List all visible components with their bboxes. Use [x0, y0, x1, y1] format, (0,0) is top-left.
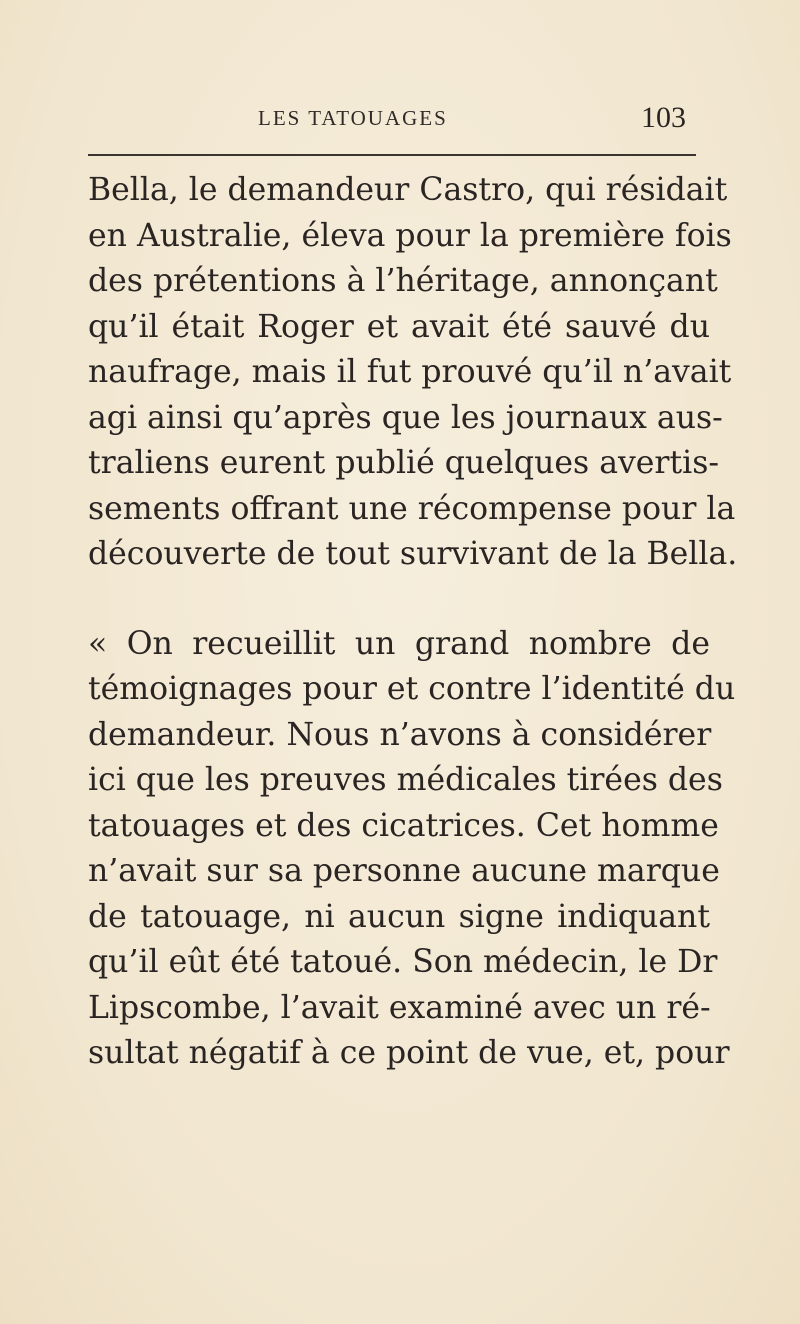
- text-line: Lipscombe, l’avait examiné avec un ré-: [88, 989, 711, 1026]
- running-head: [88, 98, 710, 138]
- text-line: naufrage, mais il fut prouvé qu’il n’avait: [88, 354, 732, 390]
- text-line: ici que les preuves médicales tirées des: [88, 762, 723, 798]
- text-line: demandeur. Nous n’avons à considérer: [88, 716, 712, 753]
- header-rule: [88, 154, 696, 156]
- text-line: Bella, le demandeur Castro, qui résidait: [88, 172, 728, 208]
- text-line: qu’il était Roger et avait été sauvé du: [88, 308, 710, 345]
- page-number: 103: [641, 101, 686, 134]
- text-line: témoignages pour et contre l’identité du: [88, 671, 736, 707]
- paragraph-gap: [88, 578, 710, 622]
- text-line: tatouages et des cicatrices. Cet homme: [88, 807, 719, 844]
- text-line: sultat négatif à ce point de vue, et, pour: [88, 1035, 730, 1071]
- text-line: en Australie, éleva pour la première fois: [88, 217, 732, 254]
- text-line: des prétentions à l’héritage, annonçant: [88, 263, 718, 299]
- text-line: n’avait sur sa personne aucune marque: [88, 853, 720, 889]
- paragraph: [88, 168, 738, 578]
- text-line: traliens eurent publié quelques avertis-: [88, 445, 720, 481]
- text-line: qu’il eût été tatoué. Son médecin, le Dr: [88, 944, 718, 980]
- text-line: agi ainsi qu’après que les journaux aus-: [88, 399, 723, 436]
- body-text: [88, 168, 738, 1077]
- text-line: de tatouage, ni aucun signe indiquant: [88, 898, 710, 935]
- paragraph: [88, 622, 736, 1077]
- text-line: « On recueillit un grand nombre de: [88, 625, 710, 662]
- text-line: sements offrant une récompense pour la: [88, 490, 736, 527]
- text-line: découverte de tout survivant de la Bella.: [88, 536, 738, 572]
- running-title: LES TATOUAGES: [258, 106, 448, 130]
